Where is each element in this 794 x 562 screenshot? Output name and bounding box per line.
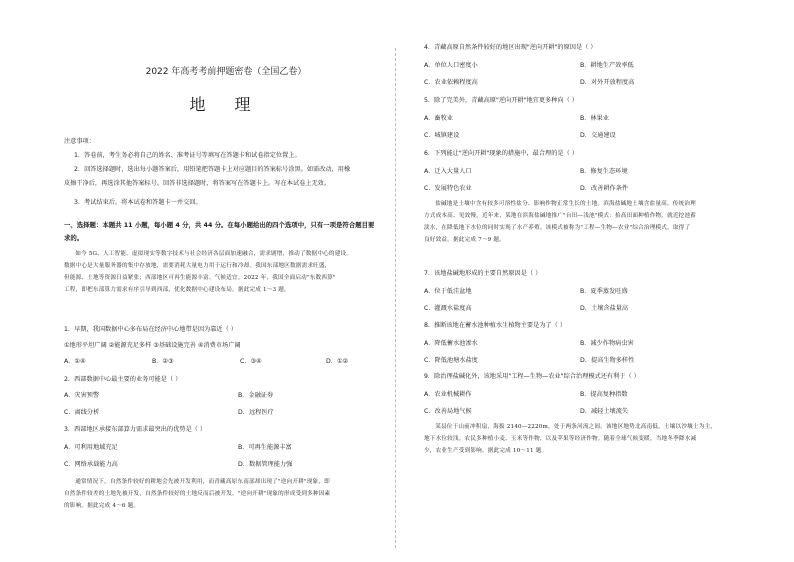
q8-option-d[interactable]: D．提高生物多样性 <box>580 357 635 364</box>
q1-statement: ①地形平坦广阔 <box>64 342 107 349</box>
q7-option-a[interactable]: A．位于低洼盆地 <box>424 288 472 295</box>
q1-statement: ②能源充足多样 <box>108 342 152 349</box>
notice-item: 3．考试结束后，将本试卷和答题卡一并交回。 <box>74 199 202 206</box>
q2-option-c[interactable]: C．离线分析 <box>64 409 100 416</box>
question-8: 8．推断该地在蓄水池种植水生植物主要是为了（ ） <box>424 322 567 329</box>
q3-option-c[interactable]: C．网络承载能力高 <box>64 461 118 468</box>
passage-1 <box>64 248 414 296</box>
passage-line: 良好效益。据此完成 7～9 题。 <box>424 237 505 243</box>
notice-item: 1．答卷前，考生务必将自己的姓名、准考证号等填写在答题卡和试卷指定位置上。 <box>74 152 301 159</box>
subject-title: 地 理 <box>189 95 263 114</box>
passage-line: 但能源、土地等资源日益紧张；西部地区可再生能源丰富、气候适宜。2022 年，我国全面启动"东数西算" <box>64 275 336 281</box>
q1-statements <box>64 340 241 349</box>
question-6: 6．下列能让"逆向开耕"现象的措施中，最合理的是（ ） <box>424 150 578 157</box>
passage-line: 的影响。据此完成 4～6 题。 <box>64 503 140 509</box>
q6-option-c[interactable]: C．发展特色农业 <box>424 185 472 192</box>
q2-option-d[interactable]: D．远程医疗 <box>238 409 274 416</box>
q8-option-a[interactable]: A．降低蓄水池渗水 <box>424 340 478 347</box>
question-1: 1．早期，我国数据中心多布局在经济中心地带是因为靠近（ ） <box>64 326 237 333</box>
question-5: 5．除了完美外，青藏高原"逆向开耕"地宜更多种向（ ） <box>424 97 578 104</box>
notice-item: 2．回答选择题时，选出每小题答案后，用铅笔把答题卡上对应题目的答案标号涂黑。如需改动，用橡 <box>74 166 351 173</box>
q2-option-b[interactable]: B．金融证券 <box>238 392 274 399</box>
passage-line: 淡水，在降低地下水位的同时实现了水产养殖。该模式被称为"工程—生物—农业"综合治理模式，取得了 <box>424 225 691 231</box>
passage-3 <box>424 198 774 246</box>
q3-option-a[interactable]: A．可利用地域充足 <box>64 444 118 451</box>
q7-option-c[interactable]: C．灌溉水盐度高 <box>424 305 472 312</box>
q5-option-d[interactable]: D．交通建设 <box>580 132 616 139</box>
q4-option-c[interactable]: C．农业依赖程度高 <box>424 79 478 86</box>
section-heading-line: 一、选择题：本题共 11 小题，每小题 4 分，共 44 分。在每小题给出的四个选项中，只有一项是符合题目要 <box>64 221 375 229</box>
q4-option-d[interactable]: D．对外开放程度高 <box>580 79 635 86</box>
q6-option-b[interactable]: B．修复生态环境 <box>580 168 628 175</box>
left-column <box>40 0 412 562</box>
passage-line: 方式成本高、见效慢。近年来，某地在滨海盐碱地推广"台田—浅池"模式：抬高田面种植作物，就近挖池蓄 <box>424 213 697 219</box>
q4-option-b[interactable]: B．耕地生产效率低 <box>580 62 634 69</box>
q3-option-d[interactable]: D．数据管理能力强 <box>238 461 293 468</box>
question-2: 2．西部数据中心最主要的业务可能是（ ） <box>64 376 182 383</box>
right-column <box>400 0 775 562</box>
passage-2 <box>64 476 414 512</box>
q9-option-b[interactable]: B．提高复种指数 <box>580 391 628 398</box>
q6-option-d[interactable]: D．改善耕作条件 <box>580 185 629 192</box>
section-heading <box>64 219 414 244</box>
q1-statement: ④消费市场广阔 <box>197 342 241 349</box>
passage-line: 自然条件较差的土地先被开发，自然条件较好的土地反而后被开发。"逆向开耕"现象的形成受到多种因素 <box>64 491 331 497</box>
q8-option-c[interactable]: C．降低池塘水盐度 <box>424 357 478 364</box>
question-4: 4．青藏高原自然条件较好的地区出现"逆向开耕"的原因是（ ） <box>424 44 597 51</box>
question-7: 7．该地盐碱地形成的主要自然原因是（ ） <box>424 270 542 277</box>
passage-line: 数据中心是大量服务器的集中存放地，需要消耗大量电力用于运行和冷却。我国东部地区数据需求旺盛， <box>64 263 331 269</box>
q1-choice-d[interactable]: D．①② <box>326 358 349 365</box>
passage-line: 某县位于山前冲积扇，海拔 2140—2220m，处于两条河流之间。该地区地势北高南低，土壤以沙壤土为主， <box>435 424 717 430</box>
exam-title: 2022 年高考考前押题密卷（全国乙卷） <box>145 67 307 77</box>
q7-option-b[interactable]: B．夏季蒸发旺盛 <box>580 288 628 295</box>
q4-option-a[interactable]: A．单位人口密度小 <box>424 62 478 69</box>
q9-option-c[interactable]: C．改善局地气候 <box>424 408 472 415</box>
passage-line: 如今 5G、人工智能、虚拟现实等数字技术与社会经济各层面加速融合，需求剧增，推动了数据中心的建设。 <box>75 251 353 257</box>
passage-line: 少，农业生产受到影响。据此完成 10～11 题。 <box>424 448 548 454</box>
q9-option-d[interactable]: D．减轻土壤流失 <box>580 408 629 415</box>
question-9: 9．除治理盐碱化外，该地采用"工程—生物—农业"综合治理模式还有利于（ ） <box>424 373 640 380</box>
q1-statement: ③基础设施完善 <box>153 342 196 349</box>
q5-option-c[interactable]: C．城镇建设 <box>424 132 460 139</box>
q1-choice-a[interactable]: A．①④ <box>64 358 86 365</box>
passage-line: 盐碱地是土壤中含有较多可溶性盐分、影响作物正常生长的土地。滨海盐碱地土壤含盐量高，传统治理 <box>435 201 696 207</box>
q7-option-d[interactable]: D．土壤含盐量高 <box>580 305 629 312</box>
passage-line: 地下水位较浅。农民多种植小麦、玉米等作物，以及苹果等经济作物。随着全球气候变暖，当地冬季降水减 <box>424 436 697 442</box>
notice-item: 皮擦干净后，再选涂其他答案标号。回答非选择题时，将答案写在答题卡上。写在本试卷上无效。 <box>64 180 331 187</box>
q6-option-a[interactable]: A．迁入大量人口 <box>424 168 472 175</box>
q3-option-b[interactable]: B．可再生能源丰富 <box>238 444 292 451</box>
q1-choice-c[interactable]: C．③④ <box>240 358 262 365</box>
q5-option-a[interactable]: A．畜牧业 <box>424 115 453 122</box>
section-heading-line: 求的。 <box>64 233 84 242</box>
q2-option-a[interactable]: A．灾害预警 <box>64 392 100 399</box>
q5-option-b[interactable]: B．林果业 <box>580 115 609 122</box>
question-3: 3．西部地区承接东部算力需求最突出的优势是（ ） <box>64 426 207 433</box>
passage-line: 通常情况下，自然条件较好的耕地会先被开发利用，而青藏高原东南部却出现了"逆向开耕"现象，即 <box>75 479 330 485</box>
passage-line: 工程，即把东部算力需求有序引导到西部，优化数据中心建设布局。据此完成 1～3 题。 <box>64 287 290 293</box>
notice-heading: 注意事项： <box>64 138 95 145</box>
q8-option-b[interactable]: B．减少作物病虫害 <box>580 340 634 347</box>
passage-4 <box>424 421 774 457</box>
q9-option-a[interactable]: A．农业机械耕作 <box>424 391 472 398</box>
q1-choice-b[interactable]: B．②③ <box>152 358 174 365</box>
